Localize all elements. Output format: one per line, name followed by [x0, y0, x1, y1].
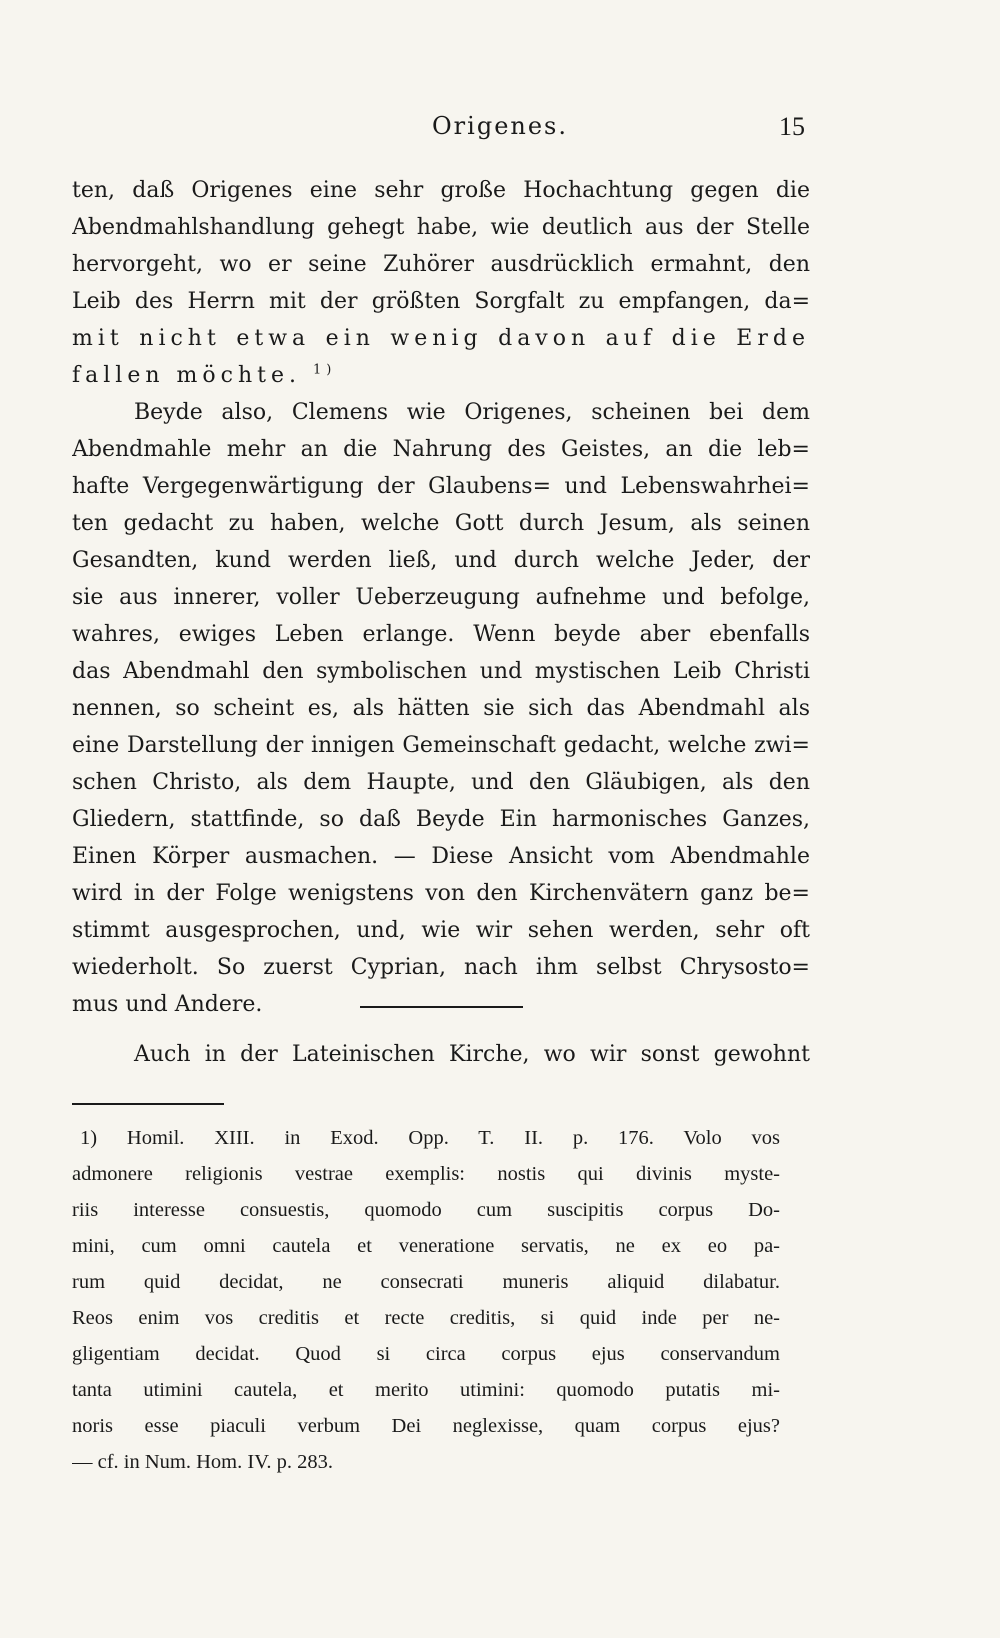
text-line: mus und Andere. — [72, 992, 263, 1017]
text-line: Gliedern, stattfinde, so daß Beyde Ein harmonisches Ganzes, — [72, 807, 810, 832]
section-divider — [360, 1006, 523, 1008]
text-line: sie aus innerer, voller Ueberzeugung aufnehme und befolge, — [72, 585, 810, 610]
footnote-line: rum quid decidat, ne consecrati muneris aliquid dilabatur. — [72, 1271, 780, 1293]
text-line: stimmt ausgesprochen, und, wie wir sehen werden, sehr oft — [72, 918, 810, 943]
footnote-line: — cf. in Num. Hom. IV. p. 283. — [72, 1451, 333, 1473]
running-head — [0, 112, 1000, 152]
footnote-line: mini, cum omni cautela et veneratione servatis, ne ex eo pa- — [72, 1235, 780, 1257]
footnote-line: gligentiam decidat. Quod si circa corpus ejus conservandum — [72, 1343, 780, 1365]
text-line: Auch in der Lateinischen Kirche, wo wir sonst gewohnt — [134, 1042, 810, 1067]
footnote-line: noris esse piaculi verbum Dei neglexisse, quam corpus ejus? — [72, 1415, 780, 1437]
footnote-line: admonere religionis vestrae exemplis: nostis qui divinis myste- — [72, 1163, 780, 1185]
text-line: Leib des Herrn mit der größten Sorgfalt zu empfangen, da= — [72, 289, 810, 314]
text-line: mit nicht etwa ein wenig davon auf die Erde — [72, 326, 810, 351]
text-line: nennen, so scheint es, als hätten sie sich das Abendmahl als — [72, 696, 810, 721]
text-line: hafte Vergegenwärtigung der Glaubens= und Lebenswahrhei= — [72, 474, 810, 499]
page-number: 15 — [779, 112, 805, 141]
text-line: hervorgeht, wo er seine Zuhörer ausdrücklich ermahnt, den — [72, 252, 810, 277]
main-text — [72, 172, 810, 1023]
footnote-reference: 1) — [312, 362, 337, 378]
text-line: wahres, ewiges Leben erlange. Wenn beyde aber ebenfalls — [72, 622, 810, 647]
text-line: wird in der Folge wenigstens von den Kirchenvätern ganz be= — [72, 881, 810, 906]
text-line: ten, daß Origenes eine sehr große Hochachtung gegen die — [72, 178, 810, 203]
text-line: Einen Körper ausmachen. — Diese Ansicht vom Abendmahle — [72, 844, 810, 869]
text-line: schen Christo, als dem Haupte, und den Gläubigen, als den — [72, 770, 810, 795]
text-line: wiederholt. So zuerst Cyprian, nach ihm selbst Chrysosto= — [72, 955, 810, 980]
text-line: ten gedacht zu haben, welche Gott durch Jesum, als seinen — [72, 511, 810, 536]
text-line: Beyde also, Clemens wie Origenes, scheinen bei dem — [134, 400, 810, 425]
footnotes — [72, 1120, 780, 1480]
running-head-title: Origenes. — [432, 112, 568, 140]
text-line: eine Darstellung der innigen Gemeinschaft gedacht, welche zwi= — [72, 733, 810, 758]
text-line: Abendmahlshandlung gehegt habe, wie deutlich aus der Stelle — [72, 215, 810, 240]
footnote-line: 1) Homil. XIII. in Exod. Opp. T. II. p. 176. Volo vos — [80, 1127, 780, 1149]
text-line-with-footnote — [72, 357, 810, 394]
footnote-separator — [72, 1103, 224, 1105]
text-line-content: fallen möchte. — [72, 363, 301, 388]
text-line: das Abendmahl den symbolischen und mystischen Leib Christi — [72, 659, 810, 684]
text-line: Abendmahle mehr an die Nahrung des Geistes, an die leb= — [72, 437, 810, 462]
footnote-line: Reos enim vos creditis et recte creditis, si quid inde per ne- — [72, 1307, 780, 1329]
footnote-line: tanta utimini cautela, et merito utimini: quomodo putatis mi- — [72, 1379, 780, 1401]
footnote-line: riis interesse consuestis, quomodo cum suscipitis corpus Do- — [72, 1199, 780, 1221]
next-paragraph — [72, 1036, 810, 1073]
text-line: Gesandten, kund werden ließ, und durch welche Jeder, der — [72, 548, 810, 573]
